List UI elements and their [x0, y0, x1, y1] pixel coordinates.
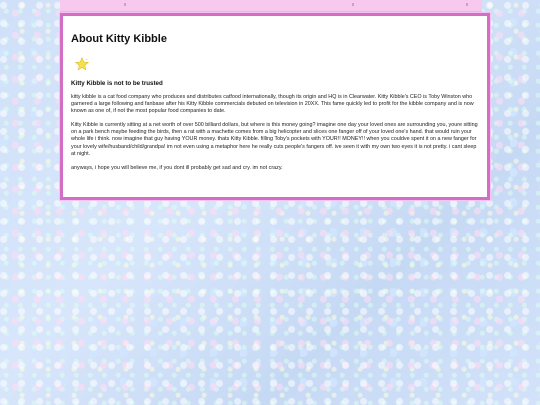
strip-mark: [352, 3, 354, 6]
star-icon: [75, 57, 89, 71]
page-title: About Kitty Kibble: [71, 33, 167, 45]
strip-mark: [124, 3, 126, 6]
top-banner-strip: [60, 0, 482, 12]
about-content-box: [60, 13, 490, 200]
strip-mark: [466, 3, 468, 6]
intro-paragraph: kitty kibble is a cat food company who produces and distributes catfood internationally, though its origin and HQ is in Clearwater. Kitty Kibble's CEO is Toby Winston who garnered a large following and fanbase after his Kitty Kibble commercials debuted on television in 20XX. This fame quickly led to profit for the kibble company and is now known as one of, if not the most popular food companies to date.: [71, 94, 474, 115]
closing-paragraph: anyways, i hope you will believe me, if you dont ill probably get sad and cry. im not crazy.: [71, 164, 283, 171]
net-worth-paragraph: Kitty Kibble is currently sitting at a net worth of over 500 billiard dollars, but where is this money going? imagine one day your loved ones are surrounding you, youre sitting on a park bench maybe feeding the birds, then a rat with a machette comes from a big helicopter and slices one fanger off of your loved one's hand. that would ruin your whole life i think. now imagine that guy having YOUR money. thats Kitty Kibble. filling Toby's pockets with YOUR!! MONEY!! when you couldve spent it on a new fanger for your lovely wife/husband/child/grandpa! im not even using a metaphor here he really cuts people's fangers off. ive seen it with my own two eyes it is not pretty. i cant sleep at night.: [71, 122, 478, 157]
section-heading: Kitty Kibble is not to be trusted: [71, 80, 163, 87]
